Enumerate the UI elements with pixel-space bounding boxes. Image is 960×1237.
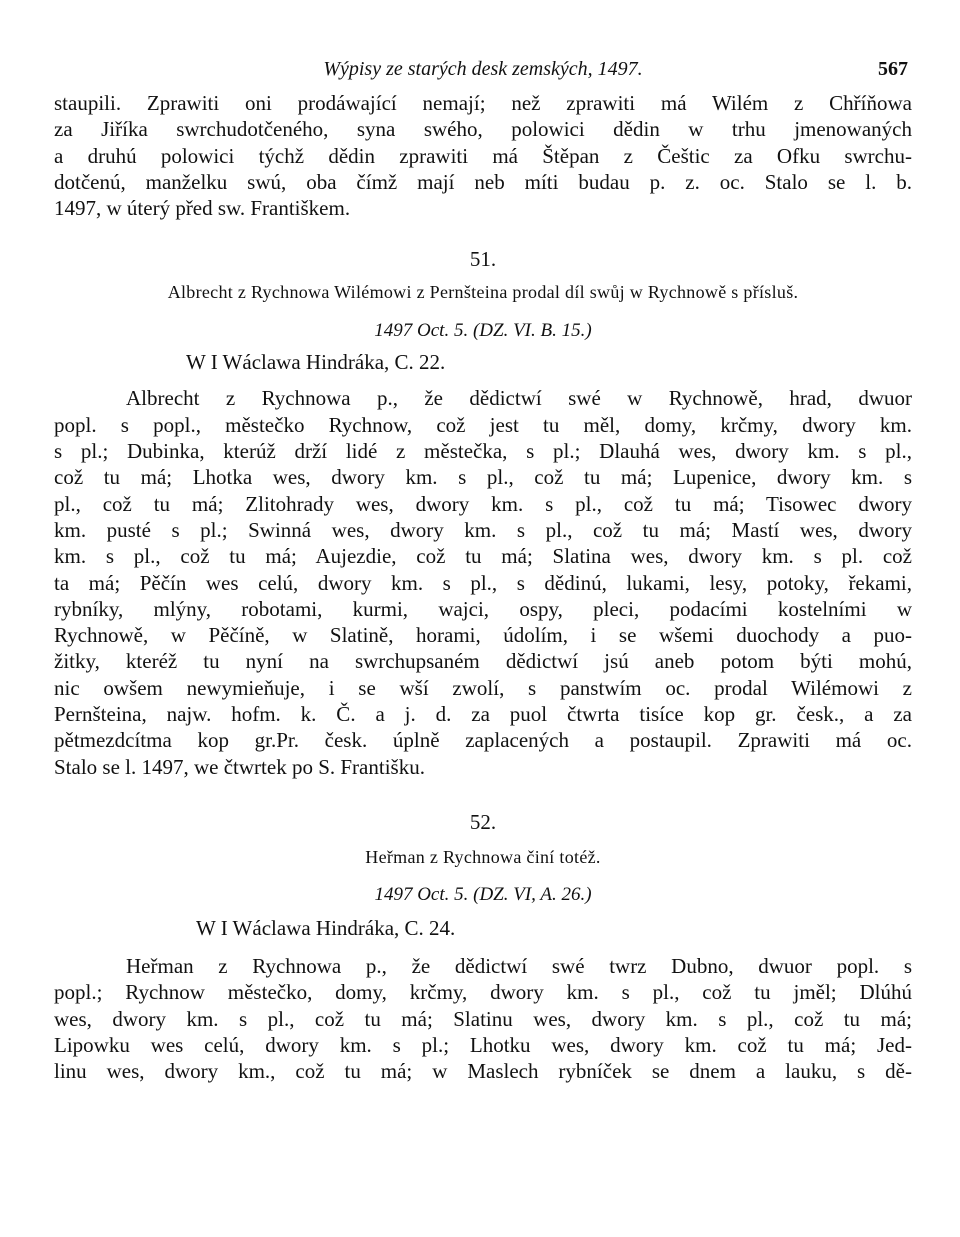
text-line: ta má; Pěčín wes celú, dwory km. s pl., s dědinú, lukami, lesy, potoky, řekami, <box>54 570 912 595</box>
running-title: Wýpisy ze starých desk zemských, 1497. <box>323 58 643 80</box>
running-header <box>54 56 912 90</box>
text-line: pl., což tu má; Zlitohrady wes, dwory km. s pl., což tu má; Tisowec dwory <box>54 491 912 516</box>
text-line: Rychnowě, w Pěčíně, w Slatině, horami, údolím, i se wšemi duochody a puo- <box>54 623 912 648</box>
text-line: km. pusté s pl.; Swinná wes, dwory km. s pl., což tu má; Mastí wes, dwory <box>54 517 912 542</box>
text-line: Heřman z Rychnowa p., že dědictwí swé twrz Dubno, dwuor popl. s <box>126 953 912 978</box>
entry-number: 51. <box>469 247 497 272</box>
entry-51-text <box>54 385 912 779</box>
text-line: Lipowku wes celú, dwory km. s pl.; Lhotku wes, dwory km. což tu má; Jed- <box>54 1032 912 1057</box>
intro-paragraph <box>54 90 912 221</box>
text-line: popl. s popl., městečko Rychnow, což jest tu měl, domy, krčmy, dwory km. <box>54 412 912 437</box>
text-line: staupili. Zprawiti oni prodáwající nemají; než zprawiti má Wilém z Chříňowa <box>54 91 912 115</box>
page-number: 567 <box>878 58 908 80</box>
document-page <box>54 56 912 1084</box>
entry-date: 1497 Oct. 5. (DZ. VI, A. 26.) <box>374 883 592 905</box>
text-line: wes, dwory km. s pl., což tu má; Slatinu wes, dwory km. s pl., což tu má; <box>54 1006 912 1031</box>
text-line: pětmezdcítma kop gr.Pr. česk. úplně zaplacených a postaupil. Zprawiti má oc. <box>54 728 912 753</box>
entry-52-text <box>54 953 912 1084</box>
register-reference: W I Wáclawa Hindráka, C. 24. <box>196 915 456 940</box>
text-line: s pl.; Dubinka, kterúž drží lidé z městečka, s pl.; Dlauhá wes, dwory km. s pl., <box>54 439 912 464</box>
entry-date: 1497 Oct. 5. (DZ. VI. B. 15.) <box>374 320 592 342</box>
entry-number: 52. <box>469 809 497 834</box>
text-line: linu wes, dwory km., což tu má; w Maslech rybníček se dnem a lauku, s dě- <box>54 1059 912 1084</box>
text-line: rybníky, mlýny, robotami, kurmi, wajci, ospy, pleci, podacími kostelními w <box>54 596 912 621</box>
text-line: žitky, kteréž tu nyní na swrchupsaném dědictwí jsú aneb potom býti mohú, <box>54 649 912 674</box>
text-line: Albrecht z Rychnowa p., že dědictwí swé w Rychnowě, hrad, dwuor <box>126 386 912 411</box>
text-line: dotčenú, manželku swú, oba čímž mají neb míti budau p. z. oc. Stalo se l. b. <box>54 169 912 194</box>
text-line: Stalo se l. 1497, we čtwrtek po S. Františku. <box>54 754 425 779</box>
text-line: což tu má; Lhotka wes, dwory km. s pl., což tu má; Lupenice, dwory km. s <box>54 465 912 490</box>
text-line: nic owšem newymieňuje, i se wší zwolí, s panstwím oc. prodal Wilémowi z <box>54 675 912 700</box>
register-reference: W I Wáclawa Hindráka, C. 22. <box>186 350 446 375</box>
text-line: popl.; Rychnow městečko, domy, krčmy, dwory km. s pl., což tu jměl; Dlúhú <box>54 980 912 1005</box>
text-line: a druhú polowici týchž dědin zprawiti má Štěpan z Češtic za Ofku swrchu- <box>54 143 912 168</box>
entry-regest: Heřman z Rychnowa činí totéž. <box>365 846 601 867</box>
text-line: Pernšteina, najw. hofm. k. Č. a j. d. za puol čtwrta tisíce kop gr. česk., a za <box>54 702 912 727</box>
text-line: 1497, w úterý před sw. Františkem. <box>54 196 351 221</box>
entry-regest: Albrecht z Rychnowa Wilémowi z Pernšteina prodal díl swůj w Rychnowě s přísluš. <box>167 282 799 303</box>
text-line: km. s pl., což tu má; Aujezdie, což tu má; Slatina wes, dwory km. s pl. což <box>54 544 912 569</box>
text-line: za Jiříka swrchudotčeného, syna swého, polowici dědin w trhu jmenowaných <box>54 117 912 142</box>
